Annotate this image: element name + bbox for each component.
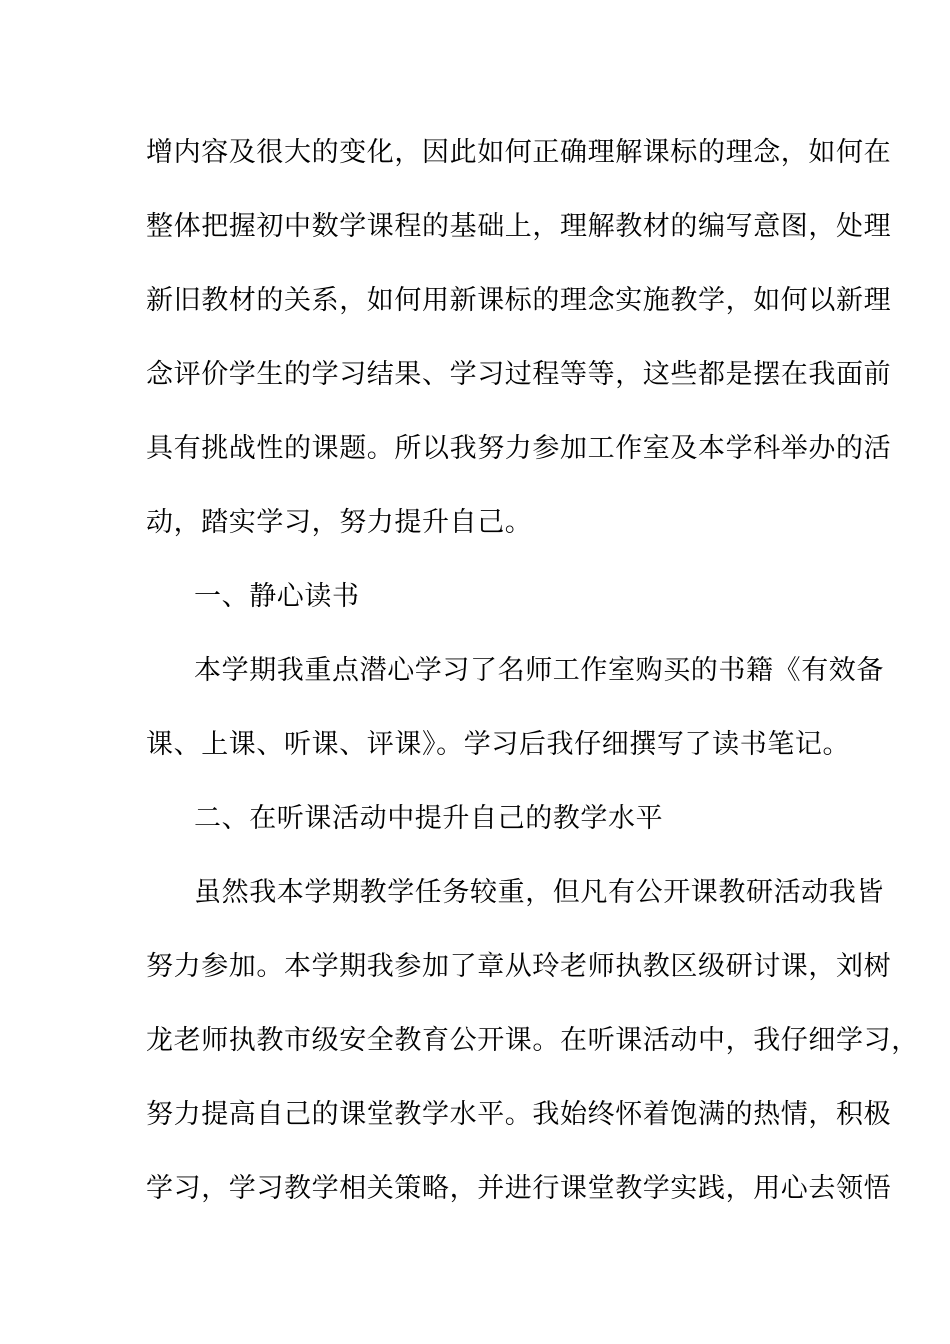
text-line: 课、上课、听课、评课》。学习后我仔细撰写了读书笔记。 — [146, 729, 851, 760]
section-heading-1: 一、静心读书 — [194, 581, 360, 612]
text-line: 努力参加。本学期我参加了章从玲老师执教区级研讨课，刘树 — [146, 951, 892, 982]
text-line: 龙老师执教市级安全教育公开课。在听课活动中，我仔细学习， — [146, 1025, 919, 1056]
text-line: 念评价学生的学习结果、学习过程等等，这些都是摆在我面前 — [146, 359, 892, 390]
text-line: 增内容及很大的变化，因此如何正确理解课标的理念，如何在 — [146, 137, 892, 168]
text-line: 本学期我重点潜心学习了名师工作室购买的书籍《有效备 — [194, 655, 884, 686]
text-line: 整体把握初中数学课程的基础上，理解教材的编写意图，处理 — [146, 211, 892, 242]
text-line: 学习，学习教学相关策略，并进行课堂教学实践，用心去领悟 — [146, 1173, 892, 1204]
text-line: 虽然我本学期教学任务较重，但凡有公开课教研活动我皆 — [194, 877, 884, 908]
text-line: 动，踏实学习，努力提升自己。 — [146, 507, 533, 538]
section-heading-2: 二、在听课活动中提升自己的教学水平 — [194, 803, 664, 834]
body-text — [146, 131, 919, 1241]
text-line: 努力提高自己的课堂教学水平。我始终怀着饱满的热情，积极 — [146, 1099, 892, 1130]
text-line: 具有挑战性的课题。所以我努力参加工作室及本学科举办的活 — [146, 433, 892, 464]
text-line: 新旧教材的关系，如何用新课标的理念实施教学，如何以新理 — [146, 285, 892, 316]
